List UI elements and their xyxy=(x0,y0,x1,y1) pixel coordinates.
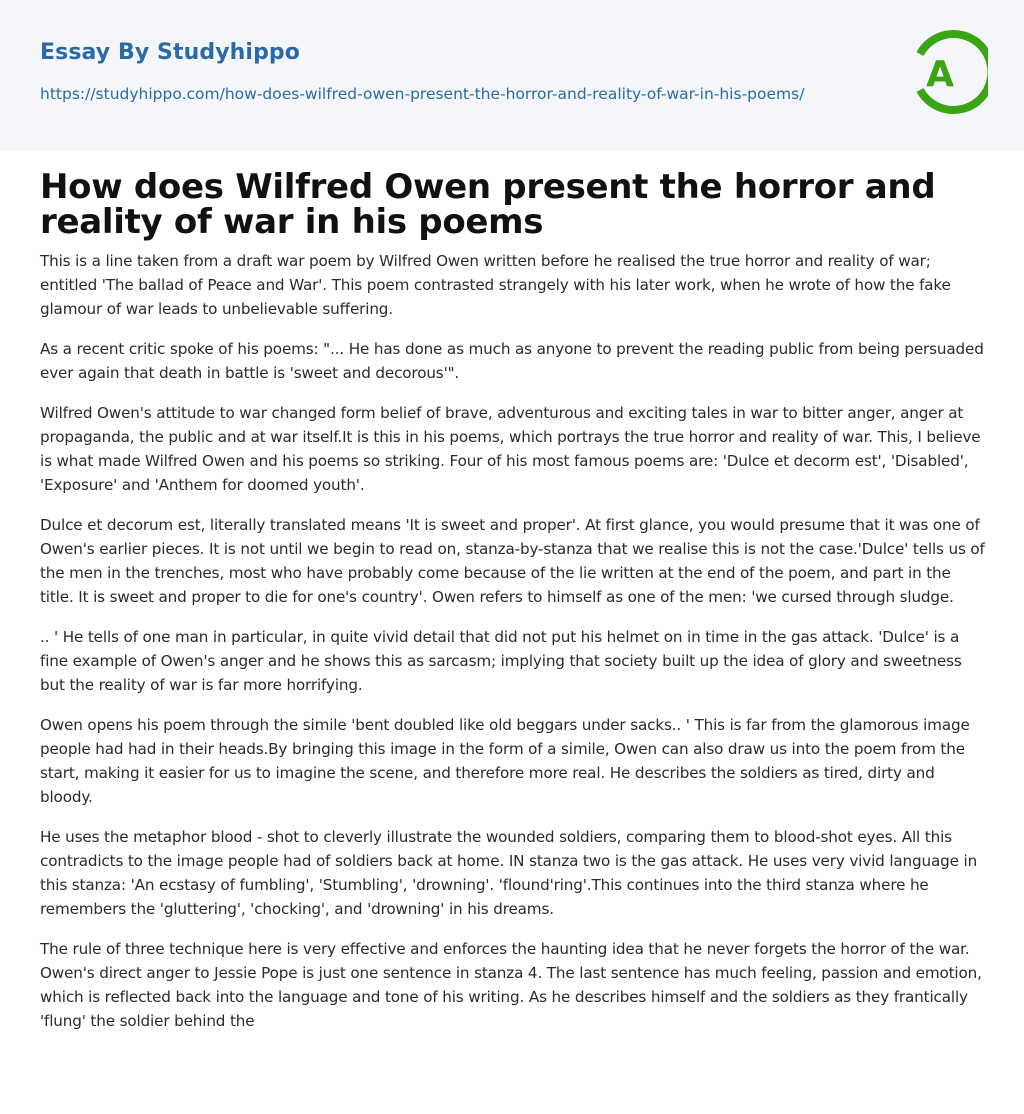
paragraph: This is a line taken from a draft war poem by Wilfred Owen written before he realised the true horror and reality of war; entitled 'The ballad of Peace and War'. This poem contrasted strangely with his later work, when he wrote of how the fake glamour of war leads to unbelievable suffering. xyxy=(40,252,951,318)
paragraph: Dulce et decorum est, literally translated means 'It is sweet and proper'. At first glance, you would presume that it was one of Owen's earlier pieces. It is not until we begin to read on, stanza-by-stanza that we realise this is not the case.'Dulce' tells us of the men in the trenches, most who have probably come because of the lie written at the end of the poem, and part in the title. It is sweet and proper to die for one's country'. Owen refers to himself as one of the men: 'we cursed through sludge. xyxy=(40,516,985,606)
paragraph: He uses the metaphor blood - shot to cleverly illustrate the wounded soldiers, comparing them to blood-shot eyes. All this contradicts to the image people had of soldiers back at home. IN stanza two is the gas attack. He uses very vivid language in this stanza: 'An ecstasy of fumbling', 'Stumbling', 'drowning'. 'flound'ring'.This continues into the third stanza where he remembers the 'gluttering', 'chocking', and 'drowning' in his dreams. xyxy=(40,828,978,918)
paragraph: As a recent critic spoke of his poems: "... He has done as much as anyone to prevent the reading public from being persuaded ever again that death in battle is 'sweet and decorous'". xyxy=(40,340,984,382)
page-title: How does Wilfred Owen present the horror and reality of war in his poems xyxy=(40,167,936,242)
paragraph: .. ' He tells of one man in particular, in quite vivid detail that did not put his helmet on in time in the gas attack. 'Dulce' is a fine example of Owen's anger and he shows this as sarcasm; implying that society built up the idea of glory and sweetness but the reality of war is far more horrifying. xyxy=(40,628,962,694)
site-brand[interactable]: Essay By Studyhippo xyxy=(40,40,300,65)
paragraph: Owen opens his poem through the simile 'bent doubled like old beggars under sacks.. ' This is far from the glamorous image people had had in their heads.By bringing this image in the form of a simile, Owen can also draw us into the poem from the start, making it easier for us to imagine the scene, and therefore more real. He describes the soldiers as tired, dirty and bloody. xyxy=(40,716,970,806)
paragraph: Wilfred Owen's attitude to war changed form belief of brave, adventurous and exciting tales in war to bitter anger, anger at propaganda, the public and at war itself.It is this in his poems, which portrays the true horror and reality of war. This, I believe is what made Wilfred Owen and his poems so striking. Four of his most famous poems are: 'Dulce et decorm est', 'Disabled', 'Exposure' and 'Anthem for doomed youth'. xyxy=(40,404,981,494)
page-url-link[interactable]: https://studyhippo.com/how-does-wilfred-owen-present-the-horror-and-reality-of-war-in-his-poems/ xyxy=(40,85,805,103)
logo-letter: A xyxy=(926,54,954,95)
site-header xyxy=(0,0,1024,150)
logo-icon xyxy=(908,28,988,116)
studyhippo-logo[interactable] xyxy=(908,28,988,116)
paragraph: The rule of three technique here is very effective and enforces the haunting idea that he never forgets the horror of the war. Owen's direct anger to Jessie Pope is just one sentence in stanza 4. The last sentence has much feeling, passion and emotion, which is reflected back into the language and tone of his writing. As he describes himself and the soldiers as they frantically 'flung' the soldier behind the xyxy=(40,940,982,1030)
article-body xyxy=(40,249,986,1049)
